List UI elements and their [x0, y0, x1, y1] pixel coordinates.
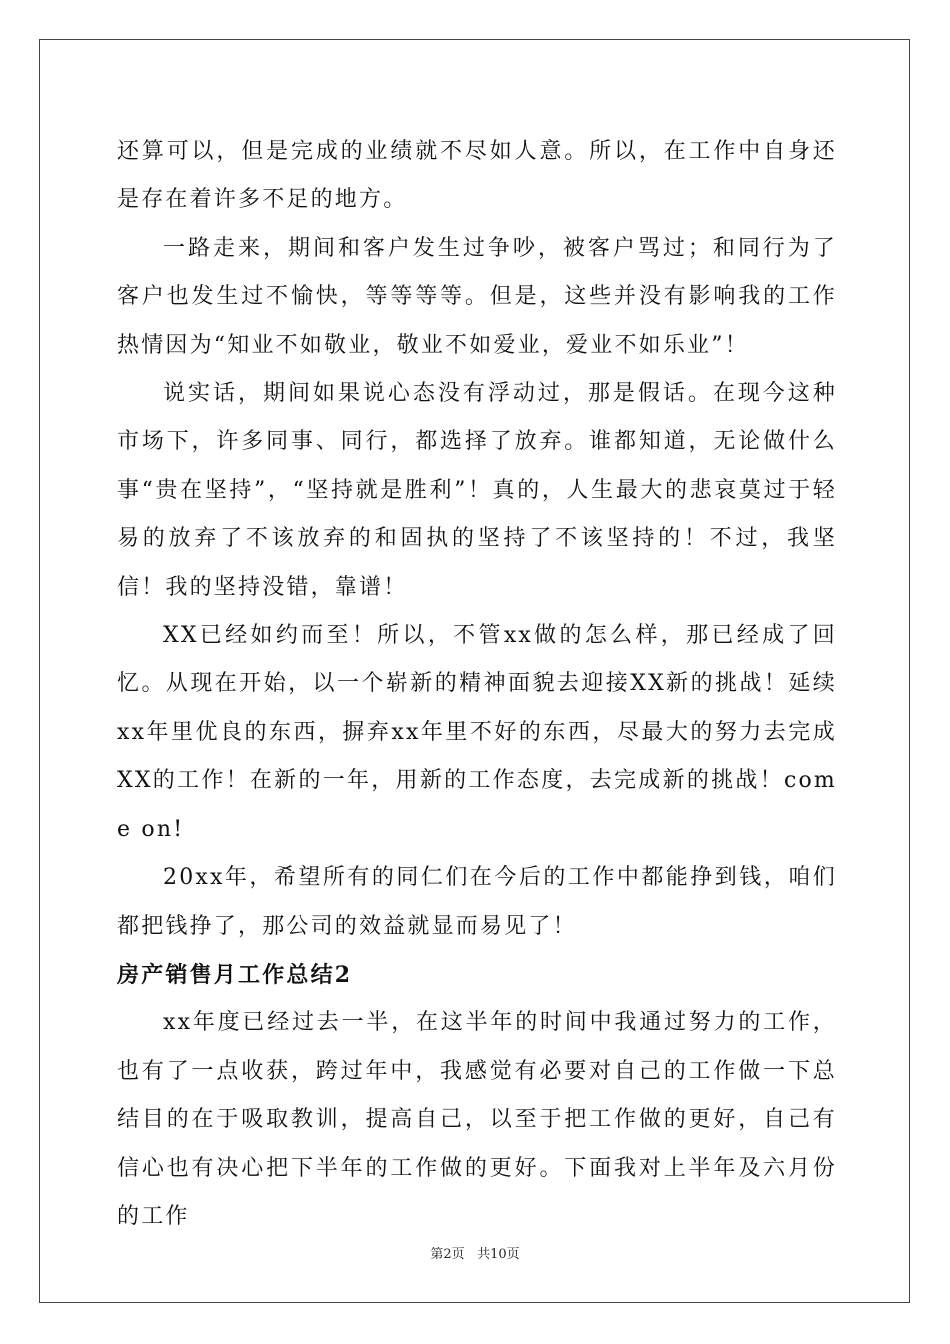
document-body — [117, 128, 837, 1241]
page-total: 共10页 — [477, 1247, 520, 1262]
paragraph-4: XX已经如约而至！所以，不管xx做的怎么样，那已经成了回忆。从现在开始，以一个崭新的精神面貌去迎接XX新的挑战！延续xx年里优良的东西，摒弃xx年里不好的东西，尽最大的努力去完成XX的工作！在新的一年，用新的工作态度，去完成新的挑战！come on! — [117, 623, 837, 842]
paragraph-5: 20xx年，希望所有的同仁们在今后的工作中都能挣到钱，咱们都把钱挣了，那公司的效益就显而易见了！ — [117, 865, 837, 939]
paragraph-2: 一路走来，期间和客户发生过争吵，被客户骂过；和同行为了客户也发生过不愉快，等等等等。但是，这些并没有影响我的工作热情因为“知业不如敬业，敬业不如爱业，爱业不如乐业”！ — [117, 235, 837, 358]
paragraph-6: xx年度已经过去一半，在这半年的时间中我通过努力的工作，也有了一点收获，跨过年中，我感觉有必要对自己的工作做一下总结目的在于吸取教训，提高自己，以至于把工作做的更好，自己有信心也有决心把下半年的工作做的更好。下面我对上半年及六月份的工作 — [117, 1010, 837, 1229]
paragraph-3: 说实话，期间如果说心态没有浮动过，那是假话。在现今这种市场下，许多同事、同行，都选择了放弃。谁都知道，无论做什么事“贵在坚持”，“坚持就是胜利”！真的，人生最大的悲哀莫过于轻易的放弃了不该放弃的和固执的坚持了不该坚持的！不过，我坚信！我的坚持没错，靠谱！ — [117, 381, 837, 600]
paragraph-1: 还算可以，但是完成的业绩就不尽如人意。所以，在工作中自身还是存在着许多不足的地方。 — [117, 139, 837, 213]
section-heading: 房产销售月工作总结2 — [117, 961, 353, 988]
page-footer — [0, 1243, 950, 1262]
page-number: 第2页 — [430, 1247, 465, 1262]
